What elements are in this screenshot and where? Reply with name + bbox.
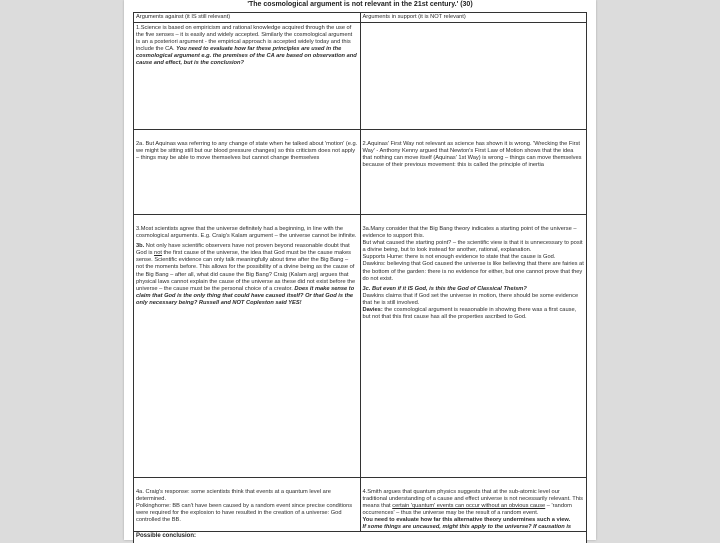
against-point-2 [134,130,361,215]
support-point-3a-cont: But what caused the starting point? – the scientific view is that it is unnecessary to posit a divine being, but to look instead for another, rational, explanation. [362,240,583,254]
support-point-2-text: 2.Aquinas' First Way not relevant as science has shown it is wrong. 'Wrecking the First Way' - Anthony Kenny argued that Newton's First Law of Motion shows that the idea that nothing can move itself (Aquinas' 1st Way) is wrong – things can move themselves because of their previous movement: this is called the principle of inertia [362,141,582,169]
support-point-1-empty [361,23,588,130]
point-3b-text-a: Not only have scientific observers have not proven beyond reasonable doubt that God is [136,243,350,257]
table-row [133,130,587,215]
against-point-3-text: 3.Most scientists agree that the universe definitely had a beginning, in line with the cosmological arguments. E.g. Craig's Kalam argument – the universe cannot be infinite. [136,226,357,240]
support-point-4 [361,478,588,538]
smith-quantum [363,489,585,517]
point-3b-evaluation: Does it make sense to claim that God is the only thing that could have caused itself? Or that God is the only necessary being? Russell and NOT Copleston said YES! [136,285,355,306]
point-3b-label: 3b. [136,243,145,250]
support-davies [363,307,585,321]
support-point-3 [361,215,588,478]
against-point-1-text: 1.Science is based on empiricism and rational knowledge acquired through the use of the five senses – it is easily and widely accepted. Similarly the cosmological argument is an a posteriori argument - the empirical approach is accepted widely today and this include the CA. [136,25,353,53]
support-point-3c-text: Dawkins claims that if God set the universe in motion, there should be some evidence that he is still involved. [362,292,579,306]
support-point-2 [361,130,588,215]
support-point-3a: 3a.Many consider that the Big Bang theory indicates a starting point of the universe – evidence to support this. [362,226,577,240]
table-row [133,215,587,478]
smith-text-b: – 'random occurrences' – thus the universe may be the result of a random event. [362,503,572,517]
point-3b-text-b: the first cause of the universe, the idea that God must be the cause makes sense. Scientific evidence can only talk meaningfully about time after the Big Bang – not the moments before. This allows for the possibility of a divine being as the cause of the Big Bang – after all, what did cause the Big Bang? Craig (Kalam arg) argues that physical laws cannot explain the cause of the universe as these did not exist before the universe – the cause must be the personal choice of a creator. [136,250,356,292]
support-hume: Supports Hume: there is not enough evidence to state that the cause is God. [362,254,556,261]
support-dawkins: Dawkins: believing that God caused the universe is like believing that there are fairies at the bottom of the garden: there is no evidence for either, but one cannot prove that they do not exist. [362,261,584,282]
table-row [133,478,587,538]
point-3b-underlined: not [154,250,162,257]
against-point-4 [134,478,361,538]
against-point-2-text: 2a. But Aquinas was referring to any change of state when he talked about 'motion' (e.g. we might be sitting still but our blood pressure changes) so this criticism does not apply – things may be able to move themselves but cannot change themselves [136,141,358,162]
support-point-3c: 3c. But even if it IS God, is this the God of Classical Theism? [362,285,527,292]
header-support: Arguments in support (it is NOT relevant) [361,12,588,23]
table-row [133,23,587,130]
against-point-3 [134,215,361,478]
possible-conclusion-row [133,531,587,543]
polkinghorne: Polkinghorne: BB can't have been caused by a random event since precise conditions were required for the explosion to have resulted in the creation of a universe: God controlled the BB. [136,503,353,524]
table-header-row [133,12,587,23]
davies-text: the cosmological argument is reasonable in showing there was a first cause, but not that this first cause has all the properties ascribed to God. [362,307,577,321]
against-point-3b [136,243,358,307]
smith-evaluation: You need to evaluate how far this alternative theory undermines such a view. [362,517,571,524]
craig-response: 4a. Craig's response: some scientists think that events at a quantum level are determined. [136,489,331,503]
arguments-table [133,12,587,538]
against-point-1 [134,23,361,130]
against-point-1-evaluation: You need to evaluate how far these principles are used in the cosmological argument e.g. the premises of the CA are based on observation and cause and effect, but is the conclusion? [136,46,357,67]
smith-underlined: certain 'quantum' events can occur without an obvious cause [392,503,546,510]
conclusion-label: Possible conclusion: [136,533,197,539]
smith-text-a: 4.Smith argues that quantum physics suggests that at the sub-atomic level our traditional understanding of a cause and effect universe is not necessarily relevant. This means that [362,489,583,510]
smith-question: If some things are uncaused, might this apply to the universe? If causation is [362,524,572,531]
header-against: Arguments against (it IS still relevant) [134,12,361,23]
davies-label: Davies: [362,307,383,314]
essay-title: 'The cosmological argument is not relevant in the 21st century.' (30) [247,1,473,8]
document-page [124,0,596,540]
